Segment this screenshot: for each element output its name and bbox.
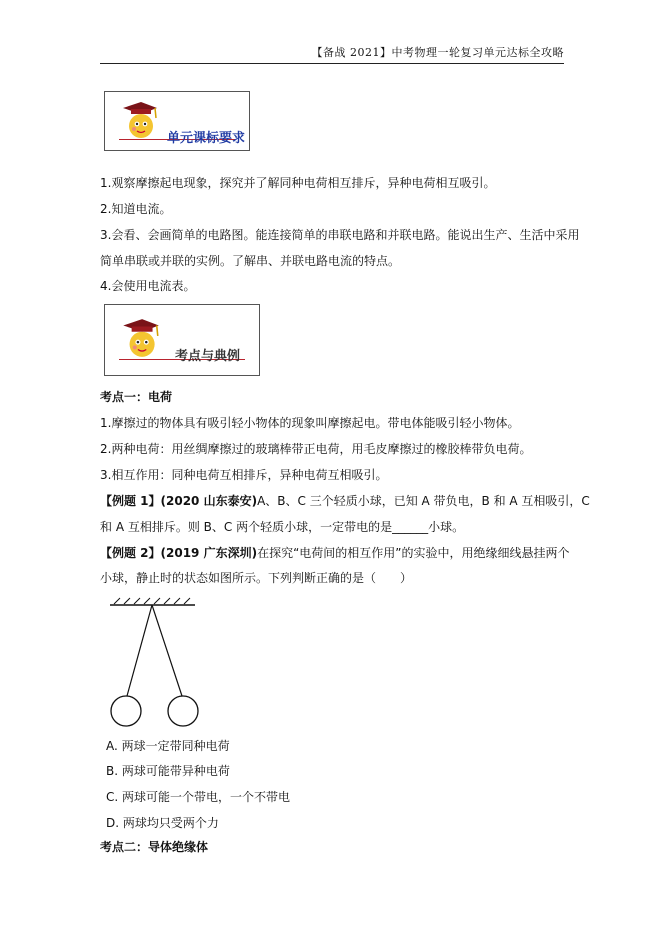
point-1-item-3: 3.相互作用：同种电荷互相排斥，异种电荷互相吸引。 — [100, 468, 388, 482]
example-1 — [100, 493, 590, 509]
right-ball — [168, 696, 198, 726]
unit-requirements-banner — [104, 91, 250, 151]
example-1-tag: 【例题 1】(2020 山东泰安) — [100, 494, 258, 508]
ceiling-hatching — [114, 598, 190, 604]
requirement-3-cont: 简单串联或并联的实例。了解串、并联电路电流的特点。 — [100, 254, 401, 268]
cartoon-graduate-icon — [119, 315, 161, 361]
example-1-line-2: 和 A 互相排斥。则 B、C 两个轻质小球，一定带电的是______小球。 — [100, 520, 465, 534]
page-header: 【备战 2021】中考物理一轮复习单元达标全攻略 — [100, 43, 564, 64]
banner-title: 考点与典例 — [175, 349, 241, 364]
example-1-line-1: A、B、C 三个轻质小球，已知 A 带负电，B 和 A 互相吸引，C — [257, 494, 590, 508]
point-2-heading: 考点二：导体绝缘体 — [100, 840, 209, 854]
point-1-item-2: 2.两种电荷：用丝绸摩擦过的玻璃棒带正电荷，用毛皮摩擦过的橡胶棒带负电荷。 — [100, 442, 532, 456]
cartoon-graduate-icon — [119, 98, 159, 142]
option-b: B. 两球可能带异种电荷 — [106, 764, 230, 778]
exam-points-banner — [104, 304, 260, 376]
requirement-3: 3.会看、会画简单的电路图。能连接简单的串联电路和并联电路。能说出生产、生活中采用 — [100, 228, 580, 242]
point-1-heading: 考点一：电荷 — [100, 390, 173, 404]
requirement-4: 4.会使用电流表。 — [100, 279, 196, 293]
option-c: C. 两球可能一个带电，一个不带电 — [106, 790, 291, 804]
example-2-tag: 【例题 2】(2019 广东深圳) — [100, 546, 258, 560]
requirement-2: 2.知道电流。 — [100, 202, 172, 216]
requirement-1: 1.观察摩擦起电现象，探究并了解同种电荷相互排斥，异种电荷相互吸引。 — [100, 176, 496, 190]
banner-title: 单元课标要求 — [167, 131, 246, 146]
left-ball — [111, 696, 141, 726]
point-1-item-1: 1.摩擦过的物体具有吸引轻小物体的现象叫摩擦起电。带电体能吸引轻小物体。 — [100, 416, 520, 430]
example-2 — [100, 545, 570, 561]
left-thread — [127, 605, 152, 696]
two-charged-balls-figure — [100, 595, 210, 735]
example-2-line-1: 在探究“电荷间的相互作用”的实验中，用绝缘细线悬挂两个 — [257, 546, 570, 560]
example-2-line-2: 小球，静止时的状态如图所示。下列判断正确的是（ ） — [100, 571, 413, 585]
option-d: D. 两球均只受两个力 — [106, 816, 219, 830]
right-thread — [152, 605, 182, 696]
option-a: A. 两球一定带同种电荷 — [106, 739, 230, 753]
